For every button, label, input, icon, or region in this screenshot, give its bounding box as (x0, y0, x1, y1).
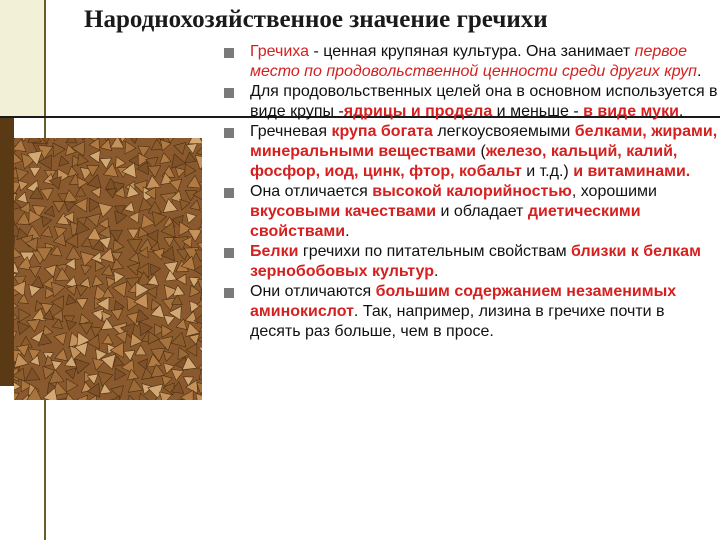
bullet-text-segment: и витаминами. (573, 163, 691, 180)
bullet-text-segment: Белки (250, 243, 299, 260)
bullet-text-segment: . (345, 223, 350, 240)
left-decor-band (0, 0, 44, 118)
bullet-text-segment: и меньше - (492, 103, 584, 120)
bullet-text-segment: близки к белкам зернобобовых культур (250, 243, 701, 280)
bullet-marker-icon (224, 48, 234, 58)
bullet-text-segment: ядрицы и продела (343, 103, 493, 120)
bullet-marker-icon (224, 188, 234, 198)
bullet-text-segment: белками, жирами, минеральными веществами (250, 123, 718, 160)
bullet-text-segment: легкоусвояемыми (432, 123, 575, 140)
bullet-item (224, 82, 718, 122)
bullet-text-segment: Она отличается (250, 183, 373, 200)
bullet-list (224, 42, 718, 342)
bullet-text-segment: первое место по продовольственной ценности среди других круп (250, 43, 697, 80)
bullet-marker-icon (224, 288, 234, 298)
bullet-text-segment: в виде муки (583, 103, 679, 120)
bullet-text (250, 182, 718, 242)
bullet-text-segment: высокой калорийностью (372, 183, 572, 200)
page-title: Народнохозяйственное значение гречихи (84, 6, 548, 33)
bullet-text (250, 282, 718, 342)
bullet-text-segment: гречихи по питательным свойствам (298, 243, 572, 260)
bullet-text-segment: диетическими свойствами (250, 203, 641, 240)
bullet-text-segment: . (434, 263, 439, 280)
left-accent-bar (0, 118, 14, 386)
bullet-text-segment: Гречневая (250, 123, 332, 140)
bullet-item (224, 122, 718, 182)
bullet-text-segment: железо, кальций, калий, фосфор, иод, цинк, фтор, кобальт (250, 143, 678, 180)
bullet-text-segment: . Так, например, лизина в гречихе почти в десять раз больше, чем в просе. (250, 303, 665, 340)
bullet-text (250, 122, 718, 182)
bullet-text-segment: и обладает (436, 203, 528, 220)
bullet-text-segment: большим содержанием незаменимых аминокислот (250, 283, 677, 320)
bullet-text (250, 242, 718, 282)
bullet-text-segment: вкусовыми качествами (250, 203, 437, 220)
bullet-text (250, 42, 718, 82)
bullet-text-segment: - ценная крупяная культура. Она занимает (309, 43, 635, 60)
buckwheat-grains-icon (14, 138, 202, 400)
bullet-text-segment: крупа богата (331, 123, 433, 140)
bullet-text-segment: и т.д.) (521, 163, 574, 180)
bullet-text (250, 82, 718, 122)
bullet-text-segment: . (678, 103, 684, 120)
bullet-marker-icon (224, 248, 234, 258)
buckwheat-grains-image (14, 138, 202, 400)
bullet-text-segment: ( (476, 143, 486, 160)
bullet-text-segment: Гречиха (250, 43, 310, 60)
bullet-text-segment: . (696, 63, 702, 80)
bullet-text-segment: Для продовольственных целей она в основном используется в виде крупы - (250, 83, 718, 120)
bullet-text-segment: Они отличаются (250, 283, 376, 300)
bullet-text-segment: , хорошими (571, 183, 657, 200)
bullet-item (224, 242, 718, 282)
bullet-item (224, 182, 718, 242)
bullet-marker-icon (224, 128, 234, 138)
bullet-item (224, 42, 718, 82)
bullet-item (224, 282, 718, 342)
grain-kernel (28, 138, 42, 143)
bullet-marker-icon (224, 88, 234, 98)
